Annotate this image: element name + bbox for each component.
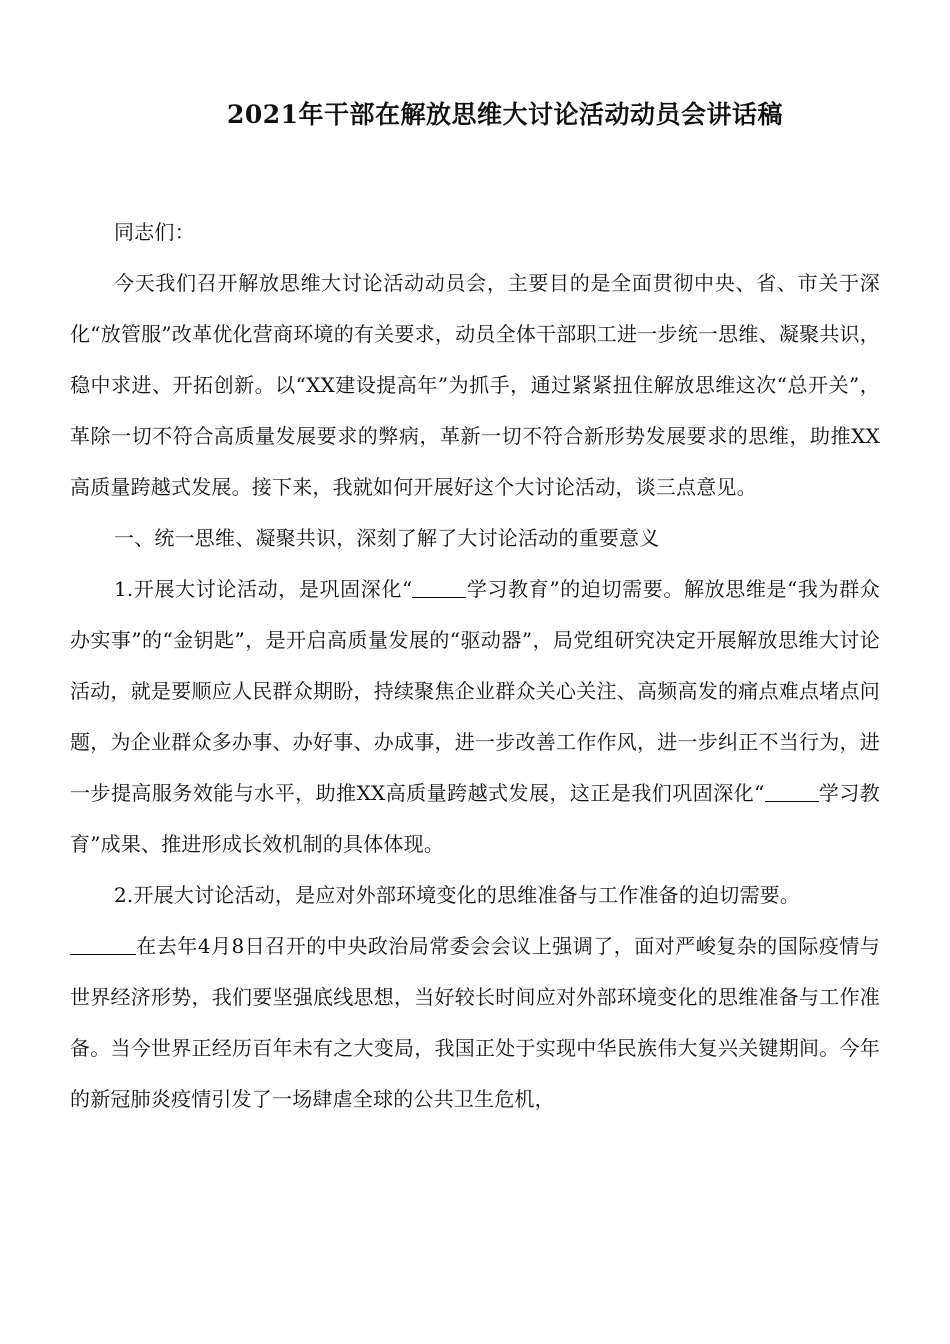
section-heading-1: 一、统一思维、凝聚共识，深刻了解了大讨论活动的重要意义 — [114, 526, 660, 550]
blank-underline — [70, 932, 136, 955]
paragraph-point-2-heading: 2.开展大讨论活动，是应对外部环境变化的思维准备与工作准备的迫切需要。 — [114, 883, 801, 907]
paragraph-point-1-part-c: 学习教育”成果、推进形成长效机制的具体体现。 — [70, 781, 881, 856]
paragraph-point-1 — [70, 564, 880, 870]
paragraph-point-2-text: 在去年4月8日召开的中央政治局常委会会议上强调了，面对严峻复杂的国际疫情与世界经济形势，我们要坚强底线思想，当好较长时间应对外部环境变化的思维准备与工作准备。当今世界正经历百年未有之大变局，我国正处于实现中华民族伟大复兴关键期间。今年的新冠肺炎疫情引发了一场肆虐全球的公共卫生危机， — [70, 934, 880, 1111]
paragraph-point-1-part-b: 学习教育”的迫切需要。解放思维是“我为群众办实事”的“金钥匙”，是开启高质量发展的“驱动器”，局党组研究决定开展解放思维大讨论活动，就是要顺应人民群众期盼，持续聚焦企业群众关心关注、高频高发的痛点难点堵点问题，为企业群众多办事、办好事、办成事，进一步改善工作作风，进一步纠正不当行为，进一步提高服务效能与水平，助推XX高质量跨越式发展，这正是我们巩固深化“ — [70, 577, 880, 805]
paragraph-point-1-part-a: 1.开展大讨论活动，是巩固深化“ — [114, 577, 413, 601]
document-body — [70, 207, 880, 1125]
paragraph-point-2-body — [70, 921, 880, 1125]
blank-underline — [765, 779, 819, 802]
salutation: 同志们： — [114, 220, 195, 244]
document-title: 2021年干部在解放思维大讨论活动动员会讲话稿 — [226, 100, 784, 129]
paragraph-intro: 今天我们召开解放思维大讨论活动动员会，主要目的是全面贯彻中央、省、市关于深化“放管服”改革优化营商环境的有关要求，动员全体干部职工进一步统一思维、凝聚共识，稳中求进、开拓创新。以“XX建设提高年”为抓手，通过紧紧扭住解放思维这次“总开关”，革除一切不符合高质量发展要求的弊病，革新一切不符合新形势发展要求的思维，助推XX高质量跨越式发展。接下来，我就如何开展好这个大讨论活动，谈三点意见。 — [70, 271, 880, 499]
blank-underline — [412, 575, 466, 598]
